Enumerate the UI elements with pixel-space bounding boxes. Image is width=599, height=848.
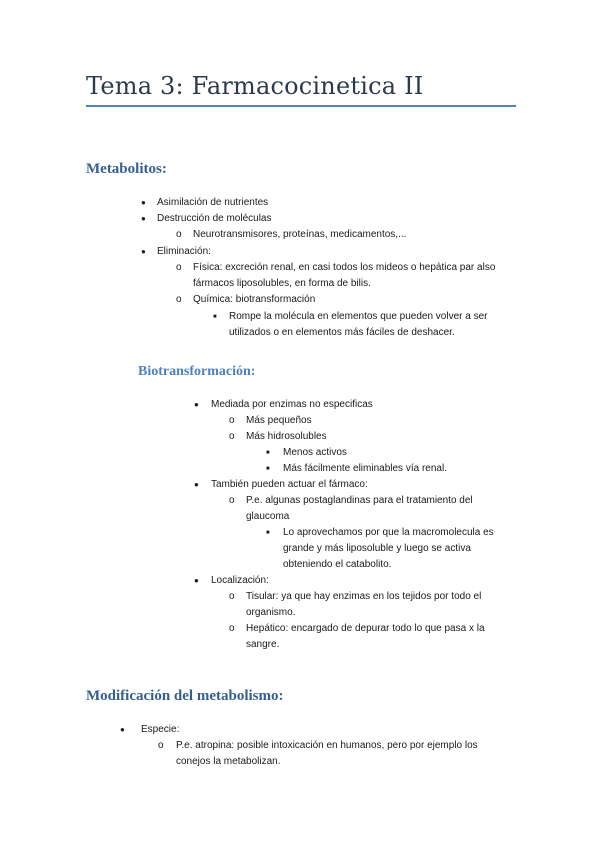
list-item: Más fácilmente eliminables vía renal. [283,463,447,474]
list-item-continuation: glaucoma [246,511,290,522]
list-item: Más pequeños [246,415,312,426]
list-item: P.e. algunas postaglandinas para el tratamiento del [246,495,473,506]
bullet-marker: o [229,431,235,442]
list-item-continuation: organismo. [246,607,296,618]
list-item: Lo aprovechamos por que la macromolecula es [283,527,494,538]
bullet-marker: ■ [266,466,270,472]
list-item-continuation: sangre. [246,639,280,650]
heading-metabolitos: Metabolitos: [86,161,167,177]
bullet-marker: o [176,262,182,273]
bullet-marker: o [229,623,235,634]
list-item: Localización: [211,575,269,586]
bullet-marker: ● [141,247,146,256]
bullet-marker: ■ [213,314,217,320]
bullet-marker: ■ [266,450,270,456]
list-item: Tisular: ya que hay enzimas en los tejidos por todo el [246,591,482,602]
list-item: Neurotransmisores, proteínas, medicamentos,... [193,229,407,240]
list-item: Menos activos [283,447,347,458]
bullet-marker: ● [120,725,125,734]
bullet-marker: ● [194,480,199,489]
page-title: Tema 3: Farmacocinetica II [86,72,424,100]
bullet-marker: o [176,229,182,240]
list-item: También pueden actuar el fármaco: [211,479,368,490]
bullet-marker: o [229,495,235,506]
list-item: Mediada por enzimas no especificas [211,399,373,410]
bullet-marker: o [176,294,182,305]
bullet-marker: ● [141,198,146,207]
list-item: Hepático: encargado de depurar todo lo que pasa x la [246,623,485,634]
list-item-continuation: fármacos liposolubles, en forma de bilis. [193,278,371,289]
heading-biotransformacion: Biotransformación: [138,364,256,379]
bullet-marker: o [229,591,235,602]
list-item: Química: biotransformación [193,294,316,305]
heading-modificacion: Modificación del metabolismo: [86,688,284,704]
bullet-marker: o [158,740,164,751]
list-item: Física: excreción renal, en casi todos los mideos o hepática par also [193,262,496,273]
list-item-continuation: grande y más liposoluble y luego se activa [283,543,471,554]
bullet-marker: o [229,415,235,426]
title-underline [86,105,516,107]
list-item: Asimilación de nutrientes [157,197,269,208]
list-item-continuation: utilizados o en elementos más fáciles de deshacer. [229,327,455,338]
list-item: Más hidrosolubles [246,431,327,442]
list-item: Destrucción de moléculas [157,213,272,224]
list-item: P.e. atropina: posible intoxicación en humanos, pero por ejemplo los [176,740,478,751]
bullet-marker: ● [141,214,146,223]
list-item-continuation: obteniendo el catabolito. [283,559,392,570]
list-item: Eliminación: [157,246,211,257]
bullet-marker: ● [194,576,199,585]
list-item: Rompe la molécula en elementos que pueden volver a ser [229,311,488,322]
bullet-marker: ● [194,400,199,409]
list-item-continuation: conejos la metabolizan. [176,756,281,767]
list-item: Especie: [141,724,180,735]
bullet-marker: ■ [266,530,270,536]
